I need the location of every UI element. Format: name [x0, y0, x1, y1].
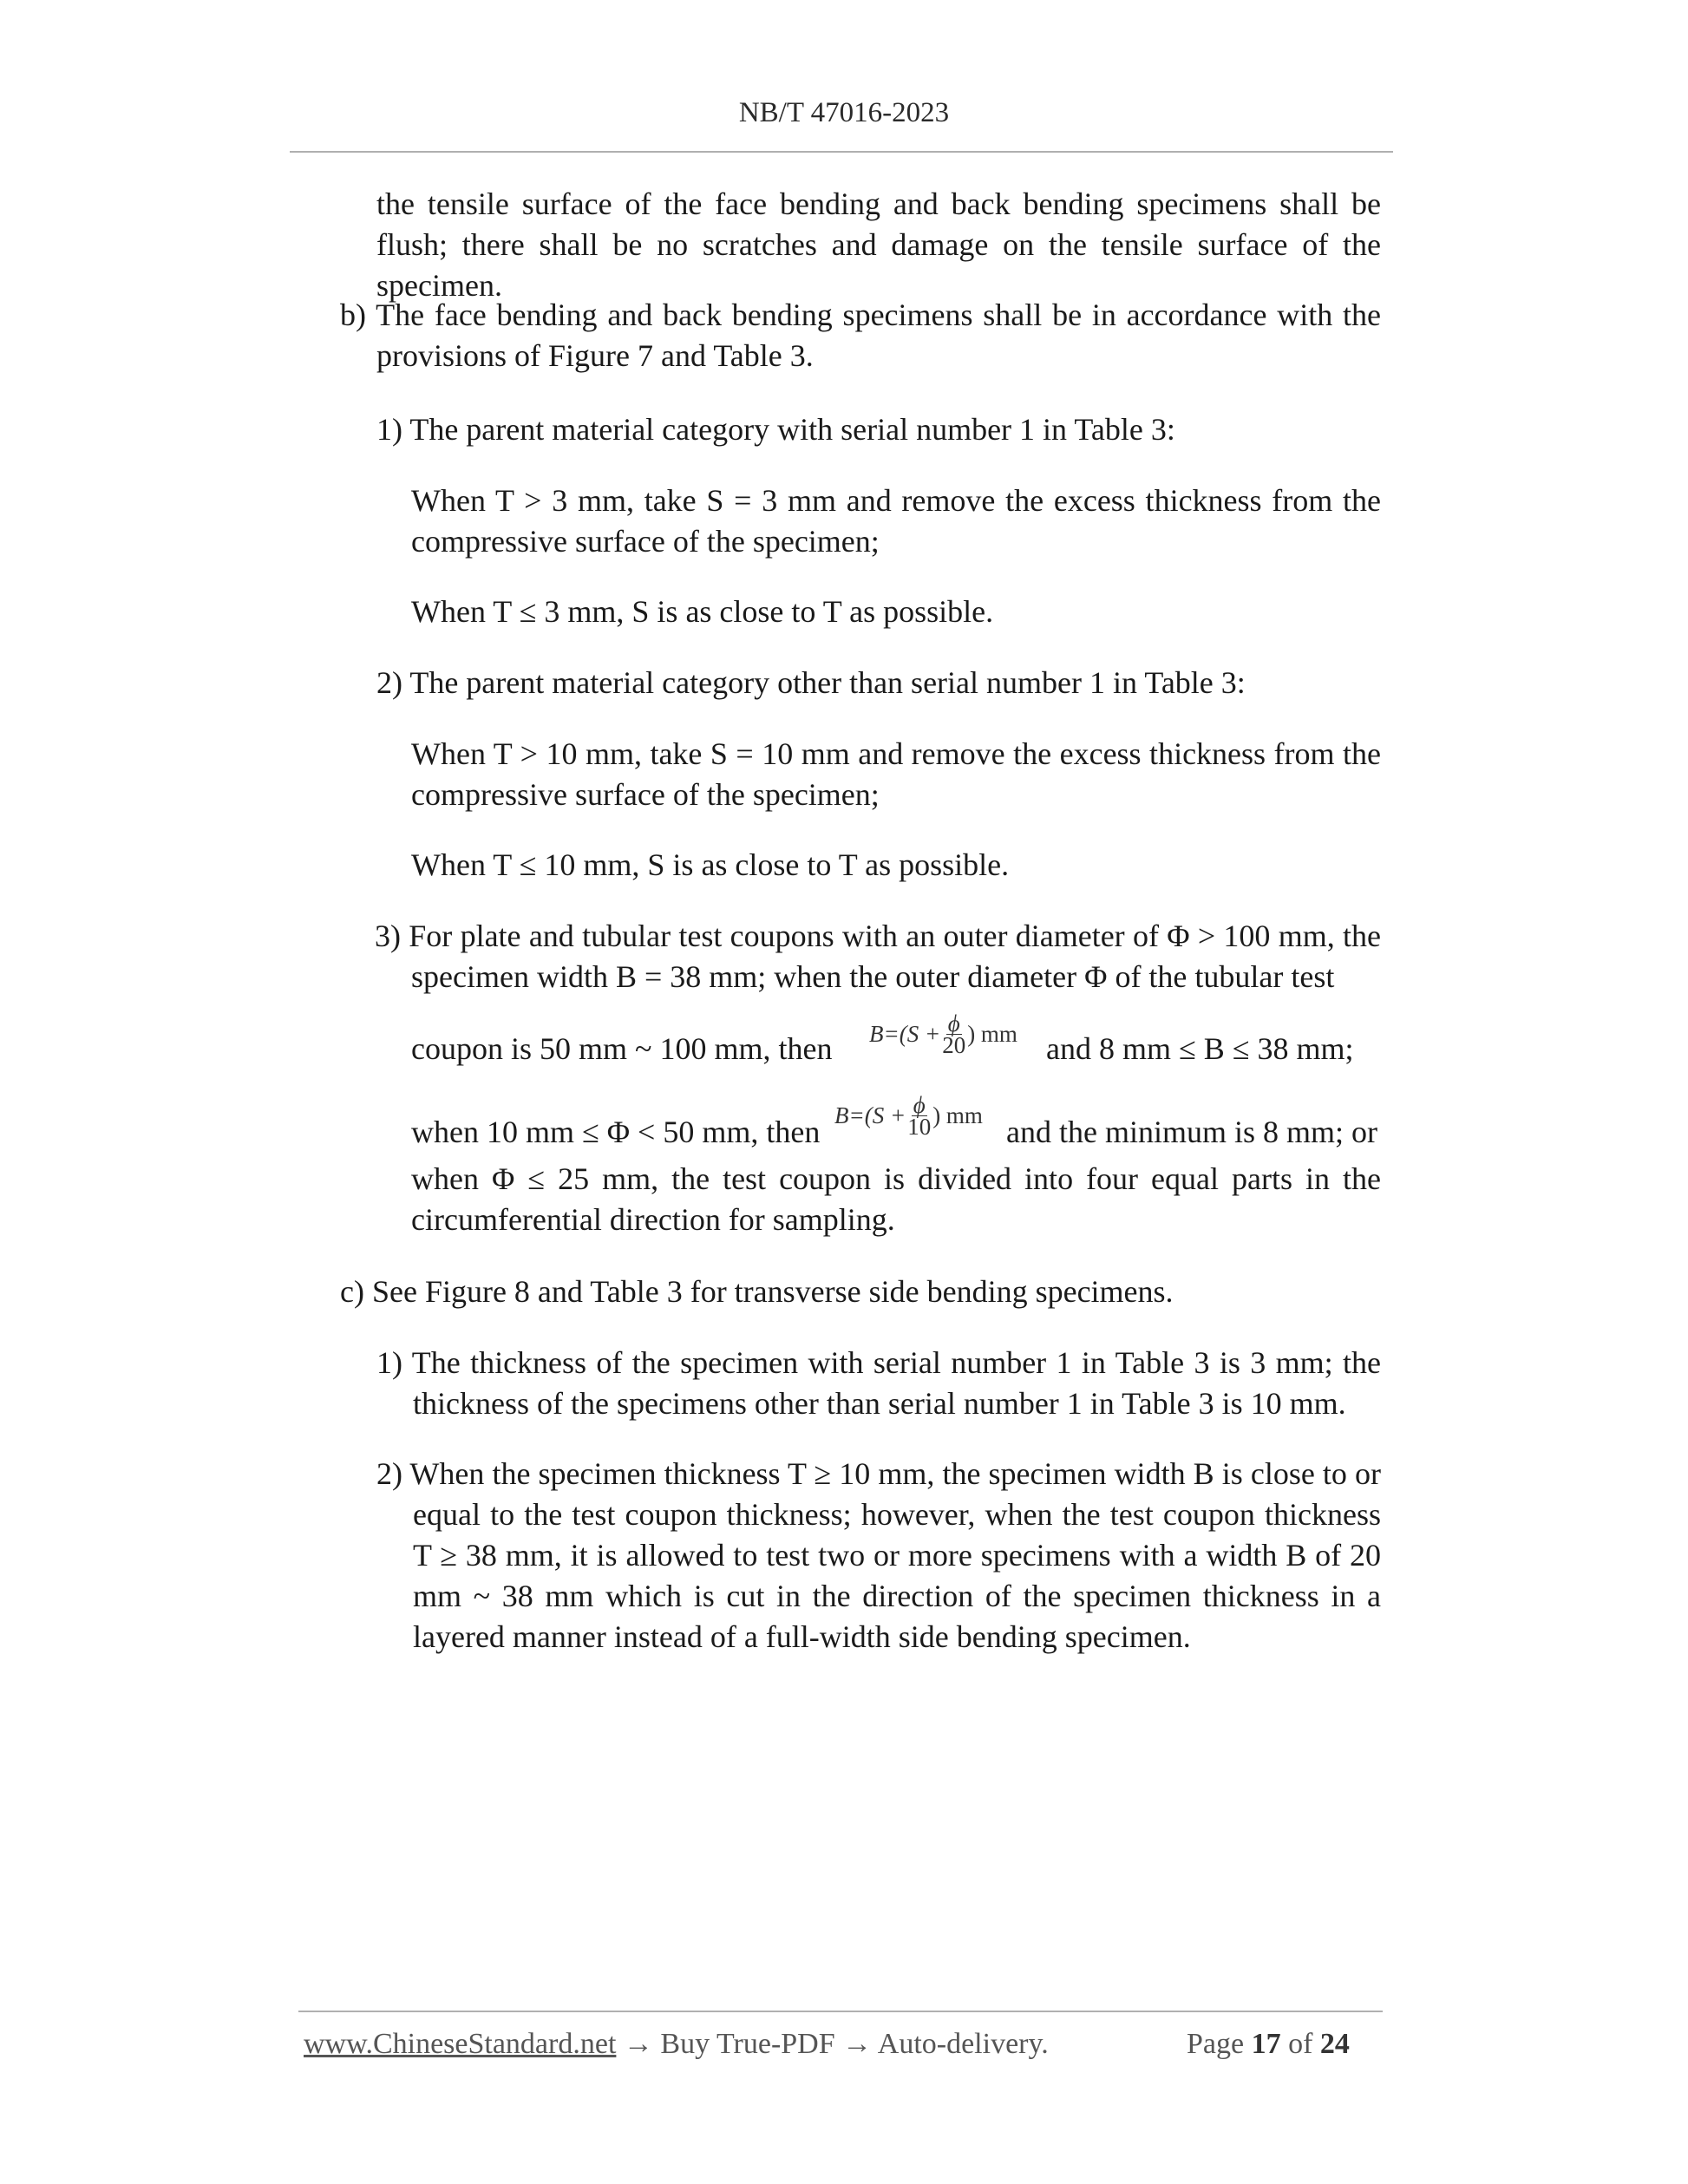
- list-item-b: b) The face bending and back bending specimens shall be in accordance with the provisions of Figure 7 and Table 3.: [340, 298, 1381, 373]
- formula-2-rhs: ) mm: [932, 1102, 983, 1128]
- footer-promo-text: → Buy True-PDF → Auto-delivery.: [616, 2028, 1049, 2060]
- b3-line3-tail: and 8 mm ≤ B ≤ 38 mm;: [1046, 1031, 1354, 1066]
- of-label: of: [1288, 2028, 1313, 2060]
- b2-condition-greater: When T > 10 mm, take S = 10 mm and remove the excess thickness from the compressive surface of the specimen;: [411, 736, 1381, 812]
- website-link[interactable]: www.ChineseStandard.net: [304, 2028, 617, 2060]
- document-header: NB/T 47016-2023: [738, 97, 950, 128]
- page-indicator: [1187, 2028, 1350, 2061]
- b3-tail-paragraph: when Φ ≤ 25 mm, the test coupon is divided into four equal parts in the circumferential direction for sampling.: [411, 1161, 1381, 1237]
- list-item-c: c) See Figure 8 and Table 3 for transverse side bending specimens.: [340, 1274, 1174, 1309]
- footer-promo: [304, 2028, 1049, 2061]
- formula-width-20: [869, 1010, 1017, 1058]
- formula-2-denominator: 10: [907, 1114, 932, 1140]
- header-divider: [290, 151, 1393, 153]
- page-number: 17: [1251, 2028, 1281, 2060]
- list-item-c1: 1) The thickness of the specimen with serial number 1 in Table 3 is 3 mm; the thickness of the specimens other than serial number 1 in Table 3 is 10 mm.: [376, 1345, 1381, 1421]
- list-item-c2: 2) When the specimen thickness T ≥ 10 mm, the specimen width B is close to or equal to the test coupon thickness; however, when the test coupon thickness T ≥ 38 mm, it is allowed to test two or more specimens with a width B of 20 mm ~ 38 mm which is cut in the direction of the specimen thickness in a layered manner instead of a full-width side bending specimen.: [376, 1456, 1381, 1654]
- page-total: 24: [1319, 2028, 1350, 2060]
- b3-line4-text: when 10 mm ≤ Φ < 50 mm, then: [411, 1115, 821, 1149]
- b3-line-formula-1: [411, 1029, 832, 1069]
- formula-2-numerator: ϕ: [913, 1092, 926, 1118]
- formula-2-fraction: [907, 1092, 932, 1140]
- continuation-paragraph: the tensile surface of the face bending and back bending specimens shall be flush; there shall be no scratches and damage on the tensile surface of the specimen.: [376, 186, 1381, 303]
- formula-1-rhs: ) mm: [967, 1021, 1017, 1047]
- list-item-b3-intro: 3) For plate and tubular test coupons with an outer diameter of Φ > 100 mm, the specimen width B = 38 mm; when the outer diameter Φ of the tubular test: [375, 919, 1381, 994]
- list-item-b1: 1) The parent material category with serial number 1 in Table 3:: [376, 412, 1175, 447]
- formula-width-10: [834, 1092, 983, 1140]
- formula-1-denominator: 20: [942, 1032, 966, 1058]
- list-item-b2: 2) The parent material category other than serial number 1 in Table 3:: [376, 665, 1246, 700]
- formula-2-lhs: B=(S +: [834, 1102, 906, 1128]
- b1-condition-greater: When T > 3 mm, take S = 3 mm and remove the excess thickness from the compressive surface of the specimen;: [411, 483, 1381, 559]
- formula-1-numerator: ϕ: [947, 1010, 960, 1036]
- b2-condition-less-equal: When T ≤ 10 mm, S is as close to T as possible.: [411, 847, 1010, 882]
- b1-condition-less-equal: When T ≤ 3 mm, S is as close to T as possible.: [411, 594, 994, 629]
- formula-1-fraction: [942, 1010, 966, 1058]
- page-label: Page: [1187, 2028, 1245, 2060]
- footer-divider: [298, 2011, 1383, 2012]
- formula-1-lhs: B=(S +: [869, 1021, 941, 1047]
- b3-line4-tail: and the minimum is 8 mm; or: [1006, 1115, 1377, 1149]
- b3-line3-text: coupon is 50 mm ~ 100 mm, then: [411, 1031, 833, 1066]
